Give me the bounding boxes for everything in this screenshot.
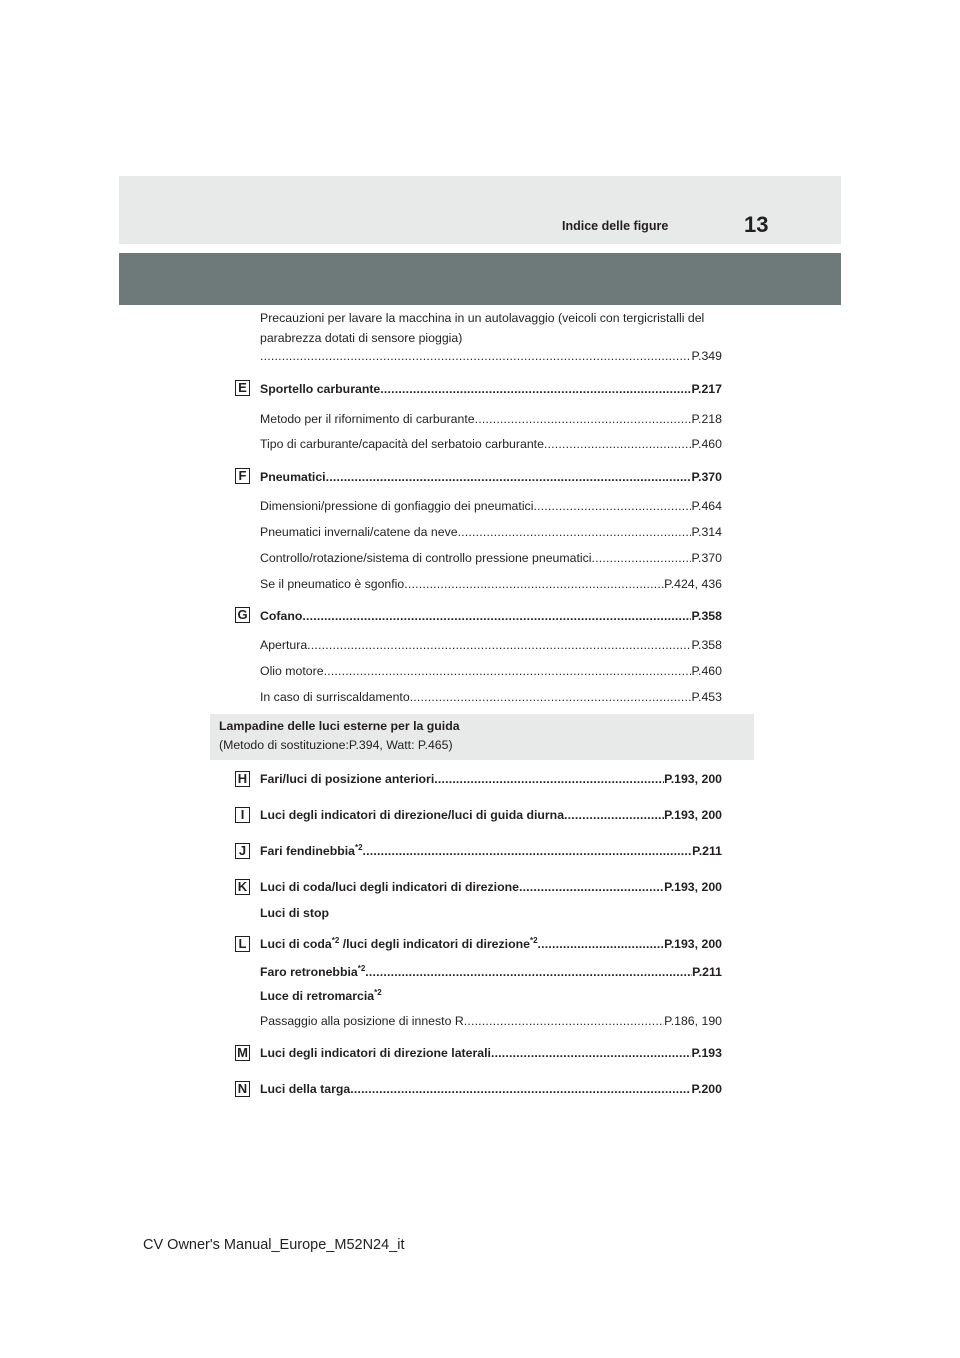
page-ref: P.358 <box>691 638 722 652</box>
page-ref: P.193 <box>691 1046 722 1060</box>
entry-pneumatici[interactable] <box>260 469 722 485</box>
page-ref: P.464 <box>691 499 722 513</box>
leader-dots <box>519 879 664 895</box>
footer-text: CV Owner's Manual_Europe_M52N24_it <box>143 1237 405 1253</box>
page-ref: P.200 <box>691 1082 722 1096</box>
entry-indicatori-laterali[interactable] <box>260 1045 722 1061</box>
leader-dots <box>404 576 664 592</box>
callout-g: G <box>235 607 250 623</box>
section-title: Indice delle figure <box>562 219 669 233</box>
entry-rifornimento[interactable] <box>260 411 722 427</box>
page-number: 13 <box>744 212 769 237</box>
leader-dots <box>564 807 664 823</box>
entry-pneumatici-invernali[interactable] <box>260 524 722 540</box>
callout-n: N <box>235 1081 250 1097</box>
page-ref: P.349 <box>691 349 722 363</box>
entry-pneumatico-sgonfio[interactable] <box>260 576 722 592</box>
entry-label: Tipo di carburante/capacità del serbatoio carburante <box>260 437 544 451</box>
page-ref: P.453 <box>691 690 722 704</box>
page-ref: P.370 <box>691 551 722 565</box>
intro-entry[interactable] <box>260 348 722 364</box>
footnote-mark: *2 <box>354 842 363 852</box>
entry-label: Luci della targa <box>260 1082 351 1096</box>
entry-label: Passaggio alla posizione di innesto R <box>260 1014 464 1028</box>
entry-luci-coda-2[interactable] <box>260 936 722 952</box>
header-band <box>119 176 841 244</box>
entry-label: Pneumatici <box>260 470 326 484</box>
footnote-mark: *2 <box>357 963 366 973</box>
leader-dots <box>307 637 691 653</box>
entry-label: Se il pneumatico è sgonfio <box>260 577 405 591</box>
leader-dots <box>458 524 692 540</box>
entry-luci-di-stop: Luci di stop <box>260 906 329 920</box>
page-ref: P.217 <box>691 382 722 396</box>
entry-label: Luci degli indicatori di direzione/luci di guida diurna <box>260 808 565 822</box>
leader-dots <box>475 411 692 427</box>
leader-dots <box>544 436 692 452</box>
callout-e: E <box>235 380 250 396</box>
leader-dots <box>302 608 691 624</box>
callout-i: I <box>235 807 250 823</box>
entry-indicatori-direzione-diurna[interactable] <box>260 807 722 823</box>
page-ref: P.211 <box>692 844 722 858</box>
page-ref: P.218 <box>691 412 722 426</box>
entry-label: Pneumatici invernali/catene da neve <box>260 525 458 539</box>
entry-faro-retronebbia[interactable] <box>260 964 722 980</box>
entry-fari-luci-posizione[interactable] <box>260 771 722 787</box>
entry-label: Luce di retromarcia <box>260 989 375 1003</box>
entry-luce-retromarcia <box>260 988 382 1004</box>
entry-label: Fari fendinebbia <box>260 844 355 858</box>
page-ref: P.193, 200 <box>664 772 722 786</box>
leader-dots <box>365 964 692 980</box>
intro-line-2: parabrezza dotati di sensore pioggia) <box>260 331 463 345</box>
entry-label: Cofano <box>260 609 303 623</box>
leader-dots <box>464 1013 664 1029</box>
entry-label: Fari/luci di posizione anteriori <box>260 772 435 786</box>
leader-dots <box>324 663 692 679</box>
entry-label: Apertura <box>260 638 308 652</box>
page-ref: P.193, 200 <box>664 808 722 822</box>
page-ref: P.370 <box>691 470 722 484</box>
page-ref: P.193, 200 <box>664 937 722 951</box>
callout-m: M <box>235 1045 250 1061</box>
entry-apertura[interactable] <box>260 637 722 653</box>
entry-innesto-r[interactable] <box>260 1013 722 1029</box>
entry-label: Metodo per il rifornimento di carburante <box>260 412 475 426</box>
entry-dimensioni-pressione[interactable] <box>260 498 722 514</box>
entry-label: Faro retronebbia <box>260 965 358 979</box>
footnote-mark: *2 <box>374 987 382 997</box>
entry-tipo-carburante[interactable] <box>260 436 722 452</box>
leader-dots <box>350 1081 691 1097</box>
info-box <box>210 714 754 760</box>
page-ref: P.186, 190 <box>664 1014 722 1028</box>
entry-label: Controllo/rotazione/sistema di controllo pressione pneumatici <box>260 551 592 565</box>
entry-luci-targa[interactable] <box>260 1081 722 1097</box>
callout-h: H <box>235 771 250 787</box>
leader-dots <box>538 936 665 952</box>
leader-dots <box>410 689 692 705</box>
info-box-subtitle: (Metodo di sostituzione:P.394, Watt: P.465) <box>219 738 453 752</box>
leader-dots <box>491 1045 691 1061</box>
entry-label-a: Luci di coda <box>260 937 332 951</box>
entry-label-b: /luci degli indicatori di direzione <box>339 937 530 951</box>
entry-label: Olio motore <box>260 664 324 678</box>
callout-j: J <box>235 843 250 859</box>
callout-k: K <box>235 879 250 895</box>
leader-dots <box>363 843 693 859</box>
callout-l: L <box>235 936 250 952</box>
leader-dots <box>260 348 691 364</box>
entry-sportello-carburante[interactable] <box>260 381 722 397</box>
page-ref: P.460 <box>691 437 722 451</box>
leader-dots <box>326 469 692 485</box>
page-ref: P.314 <box>691 525 722 539</box>
entry-fari-fendinebbia[interactable] <box>260 843 722 859</box>
leader-dots <box>380 381 691 397</box>
page-ref: P.358 <box>691 609 722 623</box>
page-ref: P.424, 436 <box>664 577 722 591</box>
entry-olio-motore[interactable] <box>260 663 722 679</box>
footnote-mark: *2 <box>529 935 538 945</box>
entry-label: Dimensioni/pressione di gonfiaggio dei pneumatici <box>260 499 534 513</box>
entry-cofano[interactable] <box>260 608 722 624</box>
entry-label: Luci di coda/luci degli indicatori di direzione <box>260 880 519 894</box>
page-ref: P.193, 200 <box>664 880 722 894</box>
page-ref: P.211 <box>692 965 722 979</box>
callout-f: F <box>235 468 250 484</box>
entry-label: Luci degli indicatori di direzione laterali <box>260 1046 491 1060</box>
leader-dots <box>592 550 692 566</box>
entry-surriscaldamento[interactable] <box>260 689 722 705</box>
entry-luci-coda-indicatori[interactable] <box>260 879 722 895</box>
entry-label: Sportello carburante <box>260 382 381 396</box>
dark-band <box>119 253 841 305</box>
page-ref: P.460 <box>691 664 722 678</box>
entry-controllo-rotazione[interactable] <box>260 550 722 566</box>
entry-label: In caso di surriscaldamento <box>260 690 410 704</box>
leader-dots <box>434 771 664 787</box>
info-box-title: Lampadine delle luci esterne per la guida <box>219 719 460 733</box>
intro-line-1: Precauzioni per lavare la macchina in un autolavaggio (veicoli con tergicristalli del <box>260 311 705 325</box>
leader-dots <box>533 498 691 514</box>
footnote-mark: *2 <box>331 935 340 945</box>
